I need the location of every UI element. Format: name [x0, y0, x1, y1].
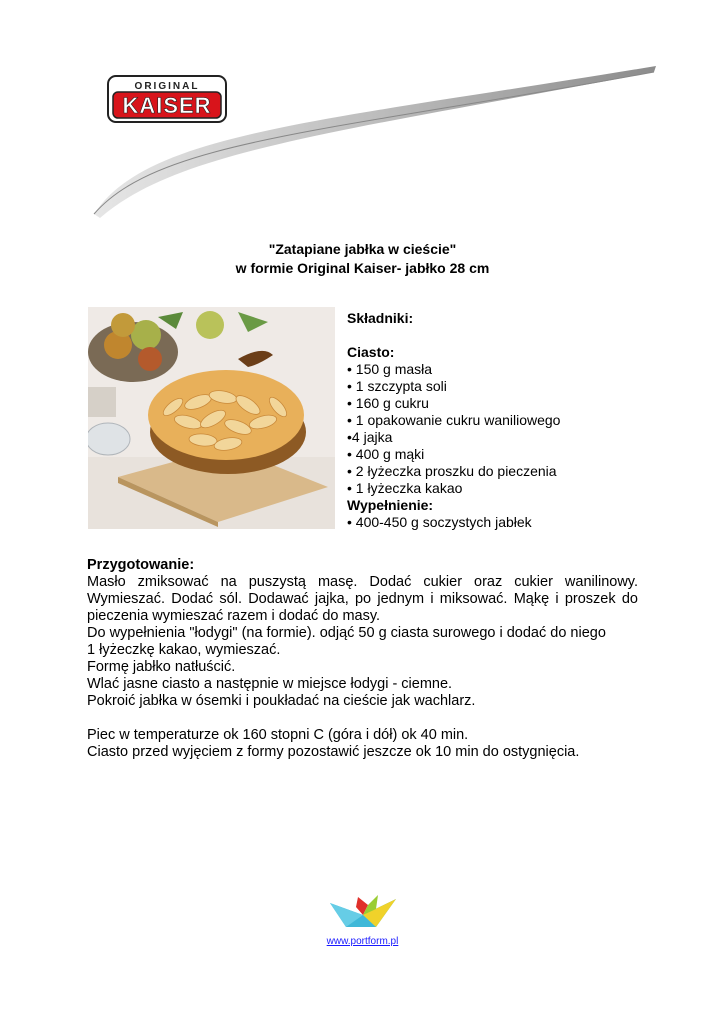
filling-heading: Wypełnienie: — [347, 497, 434, 513]
preparation-line: Wlać jasne ciasto a następnie w miejsce łodygi - ciemne. — [87, 676, 453, 692]
apple-cake-photo — [88, 307, 335, 529]
preparation-line: Formę jabłko natłuścić. — [87, 659, 236, 675]
decorative-swoosh — [88, 62, 660, 222]
baking-line: Piec w temperaturze ok 160 stopni C (góra i dół) ok 40 min. — [87, 727, 469, 743]
preparation-heading: Przygotowanie: — [87, 557, 195, 573]
baking-line: Ciasto przed wyjęciem z formy pozostawić jeszcze ok 10 min do ostygnięcia. — [87, 744, 580, 760]
ingredient-item: • 150 g masła — [347, 361, 433, 377]
ingredients-section — [347, 310, 647, 531]
ingredient-item: • 1 opakowanie cukru waniliowego — [347, 412, 561, 428]
preparation-section — [87, 557, 638, 761]
portform-boat-logo — [328, 893, 398, 931]
ingredient-item: • 160 g cukru — [347, 395, 429, 411]
filling-item: • 400-450 g soczystych jabłek — [347, 514, 532, 530]
portform-website-link[interactable]: www.portform.pl — [326, 936, 399, 947]
ingredient-item: • 2 łyżeczka proszku do pieczenia — [347, 463, 557, 479]
preparation-line: 1 łyżeczkę kakao, wymieszać. — [87, 642, 281, 658]
recipe-title-line2: w formie Original Kaiser- jabłko 28 cm — [235, 260, 490, 276]
ingredient-item: • 1 szczypta soli — [347, 378, 447, 394]
logo-brand-text: KAISER — [122, 93, 212, 118]
recipe-title-line1: "Zatapiane jabłka w cieście" — [268, 241, 457, 257]
preparation-line: Do wypełnienia "łodygi" (na formie). odjąć 50 g ciasta surowego i dodać do niego — [87, 625, 606, 641]
preparation-paragraph: Masło zmiksować na puszystą masę. Dodać cukier oraz cukier wanilinowy. Wymieszać. Dodać sól. Dodawać jajka, po jednym i miksować. Mąkę i proszek do pieczenia wymieszać razem i dodać do masy. — [87, 574, 638, 624]
logo-top-text: ORIGINAL — [134, 81, 200, 92]
ingredient-item: • 1 łyżeczka kakao — [347, 480, 463, 496]
dough-heading: Ciasto: — [347, 344, 395, 360]
ingredient-item: • 400 g mąki — [347, 446, 425, 462]
ingredients-heading: Składniki: — [347, 310, 414, 326]
ingredient-item: •4 jajka — [347, 429, 393, 445]
preparation-line: Pokroić jabłka w ósemki i poukładać na cieście jak wachlarz. — [87, 693, 476, 709]
